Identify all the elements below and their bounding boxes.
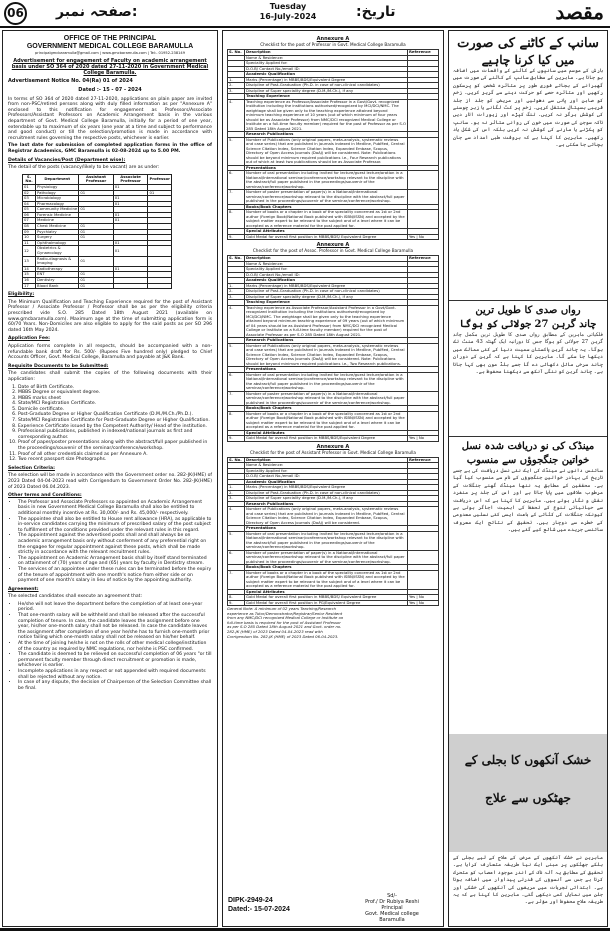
checklist-cell: Number of books or a chapter in a book of the speciality concerned as 1st or 2nd author (Foreign Book/National Book published with ISBN/ISSN) and accepted by the subject matter expert to be relevant to the subject and of a level where it can be accepted as a reference material for the post applied for. bbox=[245, 570, 408, 589]
vacancy-cell: 07 bbox=[23, 218, 36, 224]
checklist-cell: Special Attributes bbox=[245, 430, 408, 436]
vacancy-cell: 11 bbox=[23, 240, 36, 246]
doc-item: 4. State/MCI Registration Certificate. bbox=[18, 401, 212, 407]
checklist-cell: Yes | No bbox=[408, 234, 439, 240]
checklist-cell: D.O.B/ Contact No./email ID: bbox=[245, 474, 408, 480]
checklist-title: Checklist for the post of Assistant Professor in Govt. Medical College Baramulla bbox=[250, 449, 416, 455]
vacancy-cell: 01 bbox=[113, 212, 148, 218]
vacancy-cell: 12 bbox=[23, 246, 36, 256]
checklist-cell bbox=[408, 190, 439, 205]
vacancy-cell: Pharmacology bbox=[36, 201, 79, 207]
selection-heading: Selection Criteria: bbox=[8, 465, 55, 471]
checklist-cell bbox=[408, 137, 439, 165]
eligibility-heading: Eligibility: bbox=[8, 292, 35, 298]
vacancy-cell bbox=[148, 283, 172, 289]
vacancy-cell: Blood Bank bbox=[36, 283, 79, 289]
checklist-cell: Discipline of Super speciality degree (D.M./M.Ch.), if any bbox=[245, 294, 408, 300]
checklist-cell: Speciality Applied for: bbox=[245, 267, 408, 273]
vacancy-cell: Obstetrics & Gynaecology bbox=[36, 246, 79, 256]
doc-item: 10. Proof of paper/poster presentations along with the abstract/full paper published in the proceedings/souvenir of the seminar/conference/workshop. bbox=[18, 440, 212, 451]
vacancy-row bbox=[23, 283, 172, 289]
checklist-cell: Number of poster presentation of paper(s) in a National/International seminar/conference/workshop relevant to the discipline with the abstract/full paper published in the proceedings/souvenir of the seminar/conference/workshop. bbox=[245, 391, 408, 406]
checklist-cell: 7. bbox=[228, 391, 245, 406]
checklist-title: Checklist for the post of Professor in Govt. Medical College Baramulla bbox=[260, 42, 406, 47]
checklist-cell: Speciality Applied for: bbox=[245, 468, 408, 474]
vacancy-cell: 01 bbox=[113, 240, 148, 246]
checklist-cell: Research Publications bbox=[245, 132, 408, 138]
checklist-cell: 4. bbox=[228, 507, 245, 526]
agreement-item: • He/she will not leave the department before the completion of at least one-year period. bbox=[18, 602, 212, 613]
agreement-item: • The candidate is deemed to be relieved on successful completion of 06 years "or till permanent faculty member through direct recruitment or promotion is made, whichever is earlier. bbox=[18, 652, 212, 669]
checklist-cell: Academic Qualification bbox=[245, 479, 408, 485]
notice-number: Advertisement Notice No. 04(Ra) 01 of 2024 bbox=[8, 78, 133, 85]
notice-date-row bbox=[8, 88, 212, 94]
checklist-cell bbox=[408, 210, 439, 229]
checklist-cell: 7. bbox=[228, 190, 245, 205]
checklist-cell: Number of poster presentation of paper(s) in a National/International seminar/conference/workshop relevant to the discipline with the abstract/full paper published in the proceedings/souvenir of the seminar/conference/workshop. bbox=[245, 550, 408, 565]
vacancy-note: The detail of the posts (vacancy/likely to be vacant) are as under: bbox=[8, 165, 160, 171]
term-item: • The services of an appointee under these rules can be terminated before the expiry of the tenure of appointment with one month's notice from either side or on payment of one month's salary in lieu of notice by the appointing authority. bbox=[18, 567, 212, 584]
checklist-title: Checklist for the post of Assoc. Professor in Govt. Medical College Baramulla bbox=[252, 248, 414, 253]
vacancy-cell: 02 bbox=[23, 190, 36, 196]
vacancy-cell: Community Medicine bbox=[37, 206, 78, 212]
fee-heading: Application Fee: bbox=[8, 336, 50, 342]
checklist-cell: Teaching experience as Professor/Associate Professor in a Govt/Govt. recognized Institution including the institutions authorised/recognized by MCI/DCI/NMC. The weightage shall be given only to the teaching experience attained beyond minimum teaching experience of 10 years (out of which minimum of four years should be as Associate Professor) from NMC/DCI recognized Medical College or Institute on a full-time faculty member) required for the post of Professor as per S.O 285 Dated 18th August 2021. bbox=[246, 98, 406, 131]
story3-body: سائنس دانوں نے مینڈک کی ایک نئی نسل دریافت کی ہے جسے تاریخ کی بہادر خواتین جنگجوؤں کے نام سے منسوب کیا گیا ہے۔ محققین کے مطابق یہ ننھا مینڈک گھنے جنگلات کے مرطوب علاقوں میں پایا جاتا ہے اور اس کی جلد پر منفرد نقش و نگار ہوتے ہیں۔ ماہرین کا کہنا ہے کہ اس دریافت سے حیاتیاتی تنوع کے تحفظ کی اہمیت اجاگر ہوتی ہے کیونکہ جنگلات کی کٹائی کے باعث ایسی کئی نسلیں معدومی کے خطرے سے دوچار ہیں۔ تحقیق کے نتائج ایک معروف سائنسی جریدے میں شائع کیے گئے ہیں۔ bbox=[453, 468, 603, 534]
checklist-cell: Discipline of Post-Graduation (Ph.D. in case of non-clinical candidates) bbox=[245, 490, 408, 496]
vacancy-cell: 01 bbox=[113, 218, 148, 224]
checklist-cell: Marks (Percentage) in MBBS/BDS/Equivalent Degree bbox=[245, 485, 408, 491]
checklist-cell bbox=[408, 411, 439, 430]
vacancy-cell: 01 bbox=[79, 235, 113, 241]
vacancy-cell: 01 bbox=[79, 190, 113, 196]
vacancy-row bbox=[23, 246, 172, 256]
doc-item: 5. Domicile certificate. bbox=[18, 407, 212, 413]
terms-list bbox=[8, 500, 212, 584]
checklist-cell: 9. bbox=[228, 600, 245, 606]
checklist-cell: 2. bbox=[228, 289, 245, 295]
checklist-cell: S. No. bbox=[228, 256, 245, 262]
contact-line: principalgmcbaramulla@gmail.com | www.gmcbaramulla.com | Tel:- 01952-238149 bbox=[34, 51, 185, 55]
issue-date: 16-July-2024 bbox=[259, 12, 317, 21]
page-number-badge bbox=[4, 2, 31, 25]
college-heading: GOVERNMENT MEDICAL COLLEGE BARAMULLA bbox=[26, 43, 194, 50]
checklist-cell: Discipline of Super speciality degree (D.M./M.Ch.), if any bbox=[245, 88, 408, 94]
vacancy-cell: 17 bbox=[23, 283, 36, 289]
annexure-heading: Annexure A bbox=[316, 443, 350, 450]
annexure-heading: Annexure A bbox=[316, 242, 350, 248]
checklist-cell: 6. bbox=[228, 550, 245, 565]
checklist-cell: Gold Medal for overall first position in MBBS/BDS/ Equivalent Degree bbox=[245, 595, 408, 601]
checklist-cell: 3. bbox=[228, 294, 245, 300]
checklist-cell: Reference bbox=[408, 457, 439, 463]
checklist-cell: Number of oral presentation including invited for lecture/guest lecture/oration in a National/International seminar/conference/workshop relevant to the discipline with the abstract/full paper published in the proceedings/souvenir of the seminar/conference/workshop. bbox=[245, 531, 408, 550]
vacancy-cell bbox=[148, 246, 172, 256]
urdu-news-column bbox=[448, 30, 608, 927]
vacancy-cell bbox=[113, 256, 148, 266]
vacancy-cell: 05 bbox=[23, 207, 36, 213]
vacancy-cell: 01 bbox=[79, 207, 113, 213]
doc-item: 8. Experience Certificate issued by the Competent Authority/ Head of the institution. bbox=[18, 424, 212, 430]
fee-text: Application forms complete in all respects, should be accompanied with a non-refundable bank draft for Rs. 500/- (Rupees Five hundred only) pledged to Chief Accounts Officer, Govt. Medical College, Baramulla and payable at J&K Bank. bbox=[8, 343, 212, 361]
checklist-row bbox=[228, 171, 439, 190]
term-item: • The appointment against the advertised posts shall and shall always be on academic arrangement basis only without conferment of any preferential right on the engagee for regular appointment against these posts, which shall be made strictly in accordance with the relevant recruitment rules. bbox=[18, 533, 212, 555]
checklist-cell: Speciality Applied for: bbox=[245, 61, 408, 67]
vacancy-cell: Medicine bbox=[36, 218, 79, 224]
checklist-cell: Discipline of Post-Graduation (Ph.D. in case of non-clinical candidates) bbox=[245, 289, 408, 295]
vacancy-cell: 16 bbox=[23, 278, 36, 284]
checklist-row bbox=[228, 531, 439, 550]
vacancy-cell: 01 bbox=[79, 283, 113, 289]
term-item: • The appointment on Academic Arrangement basis shall by itself stand terminated on attainment of (70) years of age and (65) years by faculty in Dentistry stream. bbox=[18, 556, 212, 567]
doc-item: 12. Two recent passport size Photographs. bbox=[18, 457, 212, 463]
checklist-row bbox=[228, 436, 439, 442]
checklist-cell: Reference bbox=[408, 256, 439, 262]
vacancy-heading: Details of Vacancies/Post (Department wise): bbox=[8, 157, 126, 163]
doc-item: 3. MBBS marks sheet bbox=[18, 396, 212, 402]
checklist-row bbox=[228, 372, 439, 391]
vacancy-cell: 10 bbox=[23, 235, 36, 241]
vacancy-cell: Surgery bbox=[36, 235, 79, 241]
weekday: Tuesday bbox=[269, 2, 307, 11]
signature-line: Govt. Medical college bbox=[365, 911, 419, 917]
vacancy-cell: 09 bbox=[23, 229, 36, 235]
agreement-item: • In case of any dispute, the decision of Chairperson of the Selection Committee shall be final. bbox=[18, 680, 212, 691]
checklist-cell: Number of books or a chapter in a book of the speciality concerned as 1st or 2nd author (Foreign Book/National Book published with ISBN/ISSN) and accepted by the subject matter expert to be relevant to the subject and of a level where it can be accepted as a reference material for the post applied for. bbox=[245, 411, 408, 430]
checklist-cell: 6. bbox=[228, 372, 245, 391]
checklist-cell: 3. bbox=[228, 496, 245, 502]
checklist-cell: Number of oral presentation including invited for lecture/guest lecture/oration in a National/International seminar/conference/workshop relevant to the discipline with the abstract/full paper published in the proceedings/souvenir of the seminar/conference/workshop. bbox=[245, 372, 408, 391]
checklist-cell: D.O.B/ Contact No./email ID: bbox=[245, 66, 408, 72]
checklist-cell: 9. bbox=[228, 436, 245, 442]
signature-line: Sd/- bbox=[387, 893, 397, 899]
checklist-cell: Gold Medal for overall first position in PG/Equivalent Degree bbox=[245, 600, 408, 606]
checklist-cell bbox=[408, 343, 439, 367]
page-number-label: صفحہ نمبر: bbox=[56, 4, 138, 20]
checklist-cell: Number of oral presentation including invited for lecture/guest lecture/oration in a National/International seminar/conference/workshop relevant to the discipline with the abstract/full paper published in the proceedings/souvenir of the seminar/conference/workshop. bbox=[245, 171, 408, 190]
signature-line: Prof./ Dr Rubiya Reshi bbox=[365, 899, 419, 905]
agreement-item: • At the time of joining he/she is not on the rolls of other medical college/institution of the country as required by NMC regulations, nor he/she is PSC confirmed. bbox=[18, 641, 212, 652]
vacancy-cell: 06 bbox=[23, 212, 36, 218]
checklist-cell: Research Publications bbox=[245, 338, 408, 344]
checklist-cell: Name & Residence: bbox=[245, 463, 408, 469]
docs-heading: Requisite Documents to be Submitted: bbox=[8, 363, 109, 369]
checklist-row bbox=[228, 570, 439, 589]
story4-body: ماہرین نے خشک آنکھوں کے مرض کے علاج کے لیے بجلی کے ہلکے جھٹکوں پر مبنی ایک نیا طریقہ متعارف کرایا ہے۔ تحقیق کے مطابق یہ آلہ ناک کے اندر موجود اعصاب کو متحرک کرتا ہے جس سے آنسوؤں کی قدرتی پیداوار میں اضافہ ہوتا ہے۔ ابتدائی تجربات میں مریضوں کی آنکھوں کی خشکی اور جلن میں نمایاں کمی دیکھی گئی۔ ماہرین کا کہنا ہے کہ یہ طریقہ علاج محفوظ اور مؤثر ہے۔ bbox=[453, 855, 603, 906]
checklist-cell: Description bbox=[245, 256, 408, 262]
vacancy-cell bbox=[79, 246, 113, 256]
checklist-cell: 4. bbox=[228, 99, 245, 132]
checklist-cell bbox=[408, 99, 439, 132]
terms-heading: Other terms and Conditions: bbox=[8, 493, 82, 499]
checklist-cell: 8. bbox=[228, 595, 245, 601]
checklist-cell: Yes | No bbox=[408, 595, 439, 601]
checklist-cell: Description bbox=[245, 50, 408, 56]
vacancy-cell: Radiotherapy bbox=[36, 266, 79, 272]
checklist-cell: 5. bbox=[228, 343, 245, 367]
checklist-row bbox=[228, 550, 439, 565]
checklist-cell: Presentations bbox=[245, 367, 408, 373]
checklist-cell: Books/Book Chapters bbox=[245, 204, 408, 210]
masthead bbox=[0, 0, 610, 28]
checklist-cell: Number of poster presentation of paper(s) in a National/International seminar/conference/workshop relevant to the discipline with the abstract/full paper published in the proceedings/souvenir of the seminar/conference/workshop. bbox=[245, 190, 408, 205]
checklist-cell: Number of Publications (only original papers, meta-analysis, systematic reviews and case series) that are published in journals indexed in Medline, PubMed, Central Science Citation Index, Science Citation Index, Expanded Embase, Scopus, Directory of Open Access Journals (DoAJ) will be considered. Note: Publications should be beyond minimum required publications i.e., Two Research publications. bbox=[245, 343, 408, 367]
vacancy-cell: 14 bbox=[23, 266, 36, 272]
checklist-cell: Number of Publications (only original papers, meta-analysis, systematic reviews and case series) that are published in journals indexed in Medline, PubMed, Central Science Citation Index, Science Citation Index, Expanded Embase, Scopus, Directory of Open Access Journals (DoAJ) will be considered. bbox=[245, 507, 408, 526]
office-heading: OFFICE OF THE PRINCIPAL bbox=[63, 35, 157, 42]
vacancy-cell: 01 bbox=[79, 278, 113, 284]
checklist-cell: Marks (Percentage) in MBBS/BDS/Equivalent Degree bbox=[245, 77, 408, 83]
docs-list bbox=[8, 385, 212, 463]
checklist-cell: 7. bbox=[228, 570, 245, 589]
checklist-cell bbox=[408, 391, 439, 406]
vacancy-cell: Ophthalmology bbox=[36, 240, 79, 246]
vacancy-cell: 04 bbox=[23, 201, 36, 207]
checklist-cell bbox=[408, 305, 439, 338]
vacancy-cell: 03 bbox=[23, 196, 36, 202]
agreement-item: • Incomplete applications in any respect or not appended with required documents shall be rejected without any notice. bbox=[18, 669, 212, 680]
vacancy-col-header: Assistant Professor bbox=[79, 174, 113, 184]
vacancy-cell: 01 bbox=[23, 184, 36, 190]
last-date: The last date for submission of completed application forms in the office of Registrar Academics, GMC Baramulla is 02-08-2024 up to 5.00 PM. bbox=[8, 143, 212, 154]
vacancy-cell: Pathology bbox=[36, 190, 79, 196]
story2-headline-a: رواں صدی کا طویل ترین bbox=[449, 300, 607, 318]
doc-item: 1. Date of Birth Certificate. bbox=[18, 385, 212, 391]
checklist-cell: S. No. bbox=[228, 50, 245, 56]
doc-item: 2. MBBS Degree or equivalent degree. bbox=[18, 390, 212, 396]
vacancy-col-header: Associate Professor bbox=[113, 174, 148, 184]
story1-headline-a: سانپ کے کاٹنے کی صورت bbox=[457, 36, 599, 51]
dipk-block bbox=[228, 896, 290, 914]
checklist-cell: Books/Book Chapters bbox=[245, 565, 408, 571]
story1-headline-b: میں کیا کرنا چاہیے bbox=[481, 53, 575, 67]
checklist-row bbox=[228, 234, 439, 240]
checklist-cell: Name & Residence: bbox=[245, 55, 408, 61]
checklist-row bbox=[228, 343, 439, 367]
checklist-cell bbox=[408, 550, 439, 565]
checklist-cell: 1. bbox=[228, 77, 245, 83]
checklist-cell: Academic Qualification bbox=[245, 72, 408, 78]
checklist-cell: 1. bbox=[228, 283, 245, 289]
checklist-cell: 3. bbox=[228, 88, 245, 94]
checklist-cell: 6. bbox=[228, 171, 245, 190]
checklist-row bbox=[228, 507, 439, 526]
notice-title: Advertisement for engagement of Faculty on academic arrangement basis under SO 364 of 2020 dated 27-11-2020 in Government Medical College Baramulla. bbox=[11, 58, 209, 77]
checklist-cell bbox=[408, 171, 439, 190]
page-number: 06 bbox=[4, 2, 27, 25]
checklist-cell: Number of Publications (only original papers, meta-analysis, systematic reviews and case series) that are published in journals indexed in Medline, PubMed, Central Science Citation Index, Science Citation Index, Expanded Embase, Scopus, Directory of Open Access Journals (DoAJ) will be considered. Note: Publications should be beyond minimum required publications i.e., Four Research publications out of which at least two publications should be as Associate Professor. bbox=[245, 137, 408, 165]
checklist-table bbox=[227, 457, 439, 607]
vacancy-table bbox=[22, 174, 172, 289]
checklist-row bbox=[228, 190, 439, 205]
doc-item: 6. Post-Graduate Degree or Higher Qualification Certificate (D.M./M.Ch./Ph.D.). bbox=[18, 412, 212, 418]
vacancy-cell: Chest Medicine bbox=[36, 224, 79, 230]
vacancy-cell: 13 bbox=[23, 256, 36, 266]
vacancy-cell: 01 bbox=[148, 190, 172, 196]
dipk-date: Dated:- 15-07-2024 bbox=[228, 906, 290, 913]
vacancy-cell bbox=[148, 256, 172, 266]
docs-intro: The candidates shall submit the copies of the following documents with their application: bbox=[8, 371, 212, 382]
signature-line: Principal bbox=[381, 905, 403, 911]
checklist-cell: Number of books or a chapter in a book of the speciality concerned as 1st or 2nd author (Foreign Book/National Book published with ISBN/ISSN) and accepted by the subject matter expert to be relevant to the subject and of a level where it can be accepted as a reference material for the post applied for. bbox=[245, 210, 408, 229]
checklist-cell bbox=[408, 507, 439, 526]
checklist-cell: Presentations bbox=[245, 526, 408, 532]
checklist-row bbox=[228, 600, 439, 606]
story1-body: بارش کے موسم میں سانپوں کے کاٹنے کے واقعات میں اضافہ ہو جاتا ہے۔ ماہرین کے مطابق سانپ کے کاٹنے کی صورت میں گھبرانے کے بجائے فوری طور پر متاثرہ شخص کو پرسکون رکھیں اور متاثرہ حصے کو حرکت دینے سے گریز کریں۔ زخم کو صابن اور پانی سے دھوئیں اور مریض کو جلد از جلد قریبی ہسپتال منتقل کریں۔ زخم پر کٹ لگانے یا زہر چوسنے کی کوشش ہرگز نہ کریں۔ تنگ کپڑے اور زیورات اتار دیں تاکہ سوجن کی صورت میں خون کی روانی متاثر نہ ہو۔ سانپ کو پکڑنے یا مارنے کی کوشش نہ کریں بلکہ اس کی شکل یاد رکھیں۔ ماہرین کا کہنا ہے کہ بروقت طبی امداد سے جان بچائی جا سکتی ہے۔ bbox=[453, 68, 603, 149]
vacancy-cell: 01 bbox=[79, 224, 113, 230]
term-item: • The Professor and Associate Professors so appointed on Academic Arrangement basis in new Government Medical College Baramulla shall also be entitled to additional monthly incentive at Rs. 30,000/- and Rs. 45,000/- respectively. bbox=[18, 500, 212, 517]
checklist-table bbox=[227, 49, 439, 240]
vacancy-cell: 01 bbox=[113, 246, 148, 256]
story4-headline-band bbox=[449, 734, 607, 852]
checklist-cell: D.O.B/ Contact No./email ID: bbox=[245, 272, 408, 278]
checklist-cell bbox=[408, 570, 439, 589]
checklist-cell: Yes | No bbox=[408, 436, 439, 442]
notice-date: Dated :- 15 - 07 - 2024 bbox=[78, 87, 142, 93]
checklist-cell: Discipline of Post-Graduation (Ph.D. in case of non-clinical candidates) bbox=[245, 83, 408, 89]
checklist-cell bbox=[408, 372, 439, 391]
checklist-row bbox=[228, 411, 439, 430]
vacancy-cell: 01 bbox=[113, 266, 148, 272]
vacancy-cell: 01 bbox=[79, 272, 113, 278]
checklist-cell: 4. bbox=[228, 305, 245, 338]
checklist-cell: 1. bbox=[228, 485, 245, 491]
checklist-cell: Yes | No bbox=[408, 600, 439, 606]
checklist-cell: 8. bbox=[228, 210, 245, 229]
vacancy-cell: 01 bbox=[79, 229, 113, 235]
checklist-cell: Academic Qualification bbox=[245, 278, 408, 284]
selection-text: The selection will be made in accordance with the Government order no. 282-JK(HME) of 2023 Dated 04-04-2023 read with Corrigendum to Government Order No. 282-JK(HME) of 2023 Dated 06.04.2023. bbox=[8, 473, 212, 490]
checklist-cell: Marks (Percentage) in MBBS/BDS/Equivalent Degree bbox=[245, 283, 408, 289]
vacancy-cell: 01 bbox=[79, 256, 113, 266]
checklist-cell: Teaching experience as Associate Professor/Assistant Professor in a Govt/Govt. recognized Institution including the institutions authorised/recognized by MCI/DCI/NMC. The weightage shall be given only to the teaching experience attained beyond minimum teaching experience of 09 years (out of which minimum of 04 years should be as Assistant Professor) from NMC/DCI recognized Medical College or Institute on a full-time faculty member) required for the post of Associate Professor as per S.O 285 Dated 18th August 2021. bbox=[245, 305, 408, 338]
annexure-heading: Annexure A bbox=[316, 36, 350, 42]
vacancy-cell: Physiology bbox=[36, 184, 79, 190]
story4-headline-a: خشک آنکھوں کا بجلی کے bbox=[464, 753, 592, 767]
checklist-row bbox=[228, 99, 439, 132]
date-box bbox=[228, 2, 348, 24]
checklist-cell: 2. bbox=[228, 83, 245, 89]
vacancy-col-header: Department bbox=[36, 174, 79, 184]
story2-headline-b: چاند گرہن 27 جولائی کو ہوگا bbox=[459, 319, 597, 330]
vacancy-cell: 01 bbox=[113, 196, 148, 202]
story3-headline-b: خواتین جنگجوؤں سے منسوب bbox=[466, 455, 590, 466]
dipk-number: DIPK-2949-24 bbox=[228, 897, 273, 904]
checklist-cell: Discipline of Super speciality degree (D.M./M.Ch.), if any bbox=[245, 496, 408, 502]
agreement-intro: The selected candidates shall execute an agreement that: bbox=[8, 594, 143, 600]
story3-headline-a: مینڈک کی نو دریافت شدہ نسل bbox=[449, 436, 607, 454]
vacancy-cell: 15 bbox=[23, 272, 36, 278]
checklist-cell: Description bbox=[245, 457, 408, 463]
eligibility-text: The Minimum Qualification and Teaching Experience required for the post of Assistant Professor / Associate Professor / Professor shall be as per the eligibility criteria prescribed vide S.O. 285 Dated 18th August 2021 (available on www.gmcbaramulla.com). Maximum age at the time of submitting application form is 60/70 Years. Non-Domiciles are also eligible to apply for the said posts as per SO 296 dated 16th May 2024. bbox=[8, 299, 212, 333]
checklist-row bbox=[228, 305, 439, 338]
checklist-cell: Gold Medal for overall first position in MBBS/BDS/Equivalent Degree bbox=[245, 436, 408, 442]
checklist-cell: 5. bbox=[228, 137, 245, 165]
vacancy-cell: ENT bbox=[36, 272, 79, 278]
checklist-cell bbox=[408, 531, 439, 550]
term-item: • The appointee shall also be entitled to House rent allowance (HRA), as applicable to in-service candidates carrying the minimum of prescribed salary of the post subject to fulfillment of the conditions provided under the relevant rules in this regard. bbox=[18, 517, 212, 534]
checklist-cell: Special Attributes bbox=[245, 229, 408, 235]
vacancy-cell: Psychiatry bbox=[36, 229, 79, 235]
vacancy-cell: Radio-diagnosis & Imaging bbox=[36, 256, 79, 266]
vacancy-col-header: Professor bbox=[148, 174, 172, 184]
checklist-cell: Name & Residence: bbox=[245, 261, 408, 267]
story4-headline-b: جھٹکوں سے علاج bbox=[485, 791, 571, 805]
vacancy-cell: 08 bbox=[23, 224, 36, 230]
general-note: General Note: A minimum of 02 years Teaching/Research experience as Tutor/Demonstrator/Registrar/Senior Resident from any NMC/DCI recognized Medical College or Institute on full-time basis is required for the post of Assistant Professor as per S.O 285 Dated 18th August 2021 and Govt. order no. 282-JK (HME) of 2023 Dated 04-04-2023 read with Corrigendum No. 282-JK (HME) of 2023 Dated 06-04-2023. bbox=[227, 606, 344, 639]
checklist-row bbox=[228, 137, 439, 165]
vacancy-cell: Microbiology bbox=[36, 196, 79, 202]
checklist-cell: Books/Book Chapters bbox=[245, 406, 408, 412]
vacancy-cell: 01 bbox=[113, 184, 148, 190]
doc-item: 11. Proof of all other credentials claimed as per Annexure A. bbox=[18, 452, 212, 458]
doc-item: 7. State/MCI Registration Certificate for Post-Graduate Degree or Higher Qualification. bbox=[18, 418, 212, 424]
signature-line: Baramulla bbox=[379, 917, 405, 923]
checklist-cell: 8. bbox=[228, 411, 245, 430]
date-label: :تاریخ bbox=[356, 4, 396, 20]
story2-body: فلکیاتی ماہرین کے مطابق رواں صدی کا طویل ترین مکمل چاند گرہن 27 جولائی کو ہوگا جس کا دورانیہ ایک گھنٹہ 43 منٹ تک ہوگا۔ یہ چاند گرہن پاکستان سمیت دنیا کے کئی ممالک میں دیکھا جا سکے گا۔ ماہرین کا کہنا ہے کہ گرہن کے دوران چاند سرخی مائل دکھائی دے گا جسے بلڈ مون بھی کہا جاتا ہے۔ چاند گرہن کو ننگی آنکھ سے دیکھنا محفوظ ہے۔ bbox=[453, 332, 603, 376]
agreement-heading: Agreement: bbox=[8, 586, 39, 592]
newspaper-brand: مقصد bbox=[555, 0, 604, 24]
agreement-list bbox=[8, 602, 212, 692]
vacancy-cell: 01 bbox=[113, 201, 148, 207]
checklist-cell: 2. bbox=[228, 490, 245, 496]
doc-item: 9. Professional publications, published in indexed/national journals as first and corresponding author. bbox=[18, 429, 212, 440]
checklist-column bbox=[222, 30, 444, 927]
agreement-item: • That one-month salary will be withheld and shall be released after the successful completion of tenure. In case, the candidate leaves the assignment before one year, his/her one-month salary shall not be released. In case the candidate leaves the assignment after completion of one year he/she has to furnish one-month prior notice failing which one-month salary shall not be released on his/her behalf. bbox=[18, 613, 212, 641]
checklist-cell: Gold Medal for overall first position in MBBS/BDS/ Equivalent Degree bbox=[245, 234, 408, 240]
checklist-cell: Presentations bbox=[245, 165, 408, 171]
vacancy-cell bbox=[113, 283, 148, 289]
checklist-row bbox=[228, 391, 439, 406]
vacancy-row bbox=[23, 256, 172, 266]
vacancy-col-header: S. No. bbox=[23, 174, 36, 184]
notice-number-row bbox=[8, 79, 212, 85]
notice-intro: In terms of SO 364 of 2020 dated 27-11-2020, applications on plain paper are invited from non-PSC/retired persons along with duly filled information as per "Annexure A" enclosed to this notification for engagement as Professors/Associate Professors/Assistant Professors on Academic Arrangement basis in the various department of Govt. Medical College Baramulla, initially for a period of one year, extendable up to maximum of six years (one year at a time and subject to performance and good conduct) or till the selection/promotion is made in accordance with recruitment rules governing the respective posts, whichever is earlier. bbox=[8, 96, 212, 141]
checklist-cell: Research Publications bbox=[245, 501, 408, 507]
advertisement-notice bbox=[2, 30, 218, 927]
checklist-cell: 9. bbox=[228, 234, 245, 240]
signature-block bbox=[352, 893, 432, 923]
checklist-cell: S. No. bbox=[228, 457, 245, 463]
checklist-row bbox=[228, 210, 439, 229]
checklist-cell: Special Attributes bbox=[245, 589, 408, 595]
vacancy-cell: Forensic Medicine bbox=[36, 212, 79, 218]
checklist-cell: 5. bbox=[228, 531, 245, 550]
checklist-cell: Teaching Experience bbox=[245, 300, 408, 306]
vacancy-cell: Dentistry bbox=[36, 278, 79, 284]
checklist-table bbox=[227, 255, 439, 442]
checklist-cell: Reference bbox=[408, 50, 439, 56]
checklist-cell: Teaching Experience bbox=[245, 94, 408, 100]
